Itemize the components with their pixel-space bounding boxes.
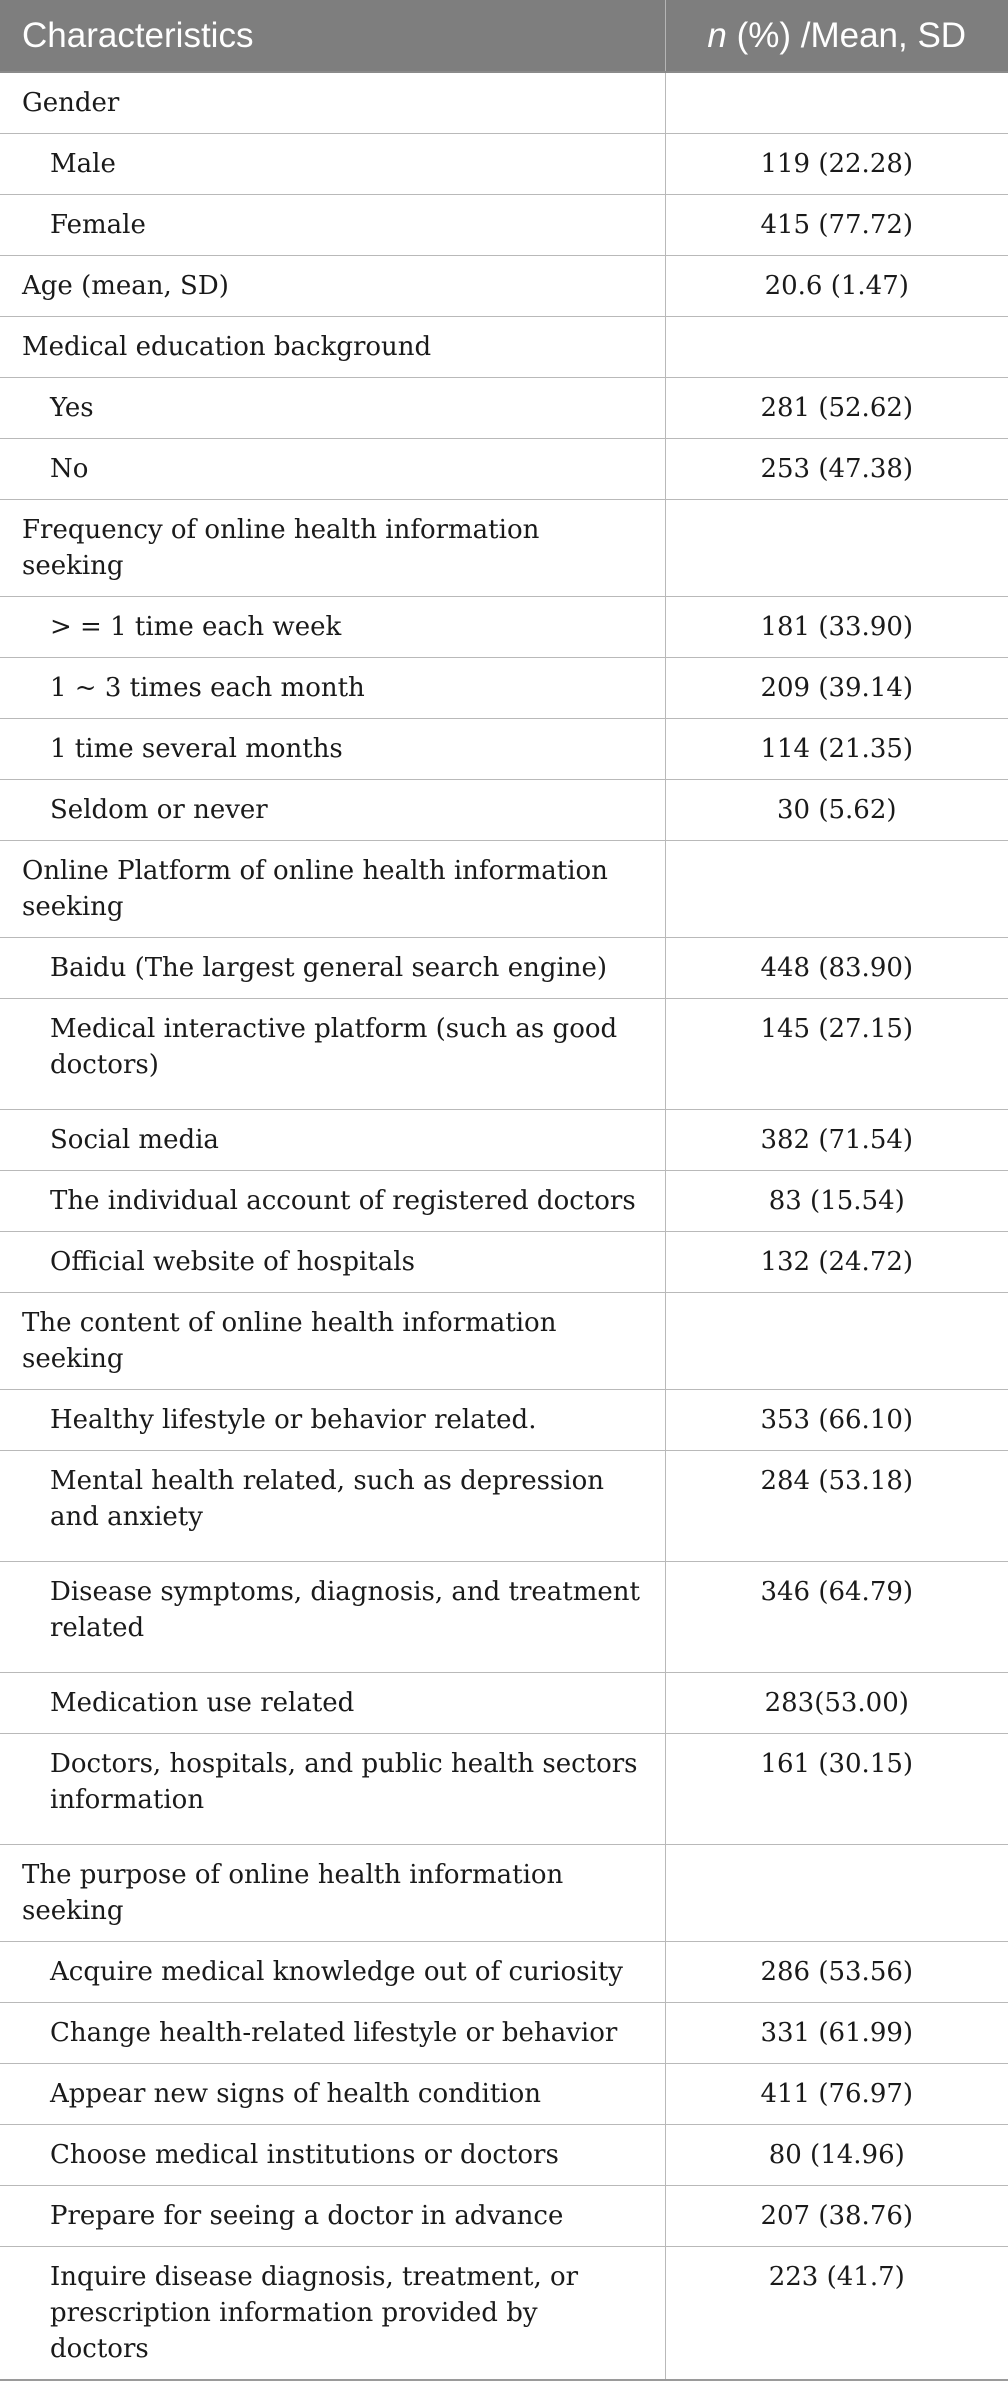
table-row bbox=[0, 2003, 1008, 2064]
category-label: The content of online health information seeking bbox=[0, 1293, 665, 1390]
category-label: Age (mean, SD) bbox=[0, 256, 665, 317]
table-row bbox=[0, 597, 1008, 658]
row-value: 223 (41.7) bbox=[665, 2247, 1008, 2381]
category-row bbox=[0, 72, 1008, 134]
row-label: Male bbox=[0, 134, 665, 195]
table-row bbox=[0, 658, 1008, 719]
table-row bbox=[0, 2064, 1008, 2125]
row-value bbox=[665, 1845, 1008, 1942]
row-value: 181 (33.90) bbox=[665, 597, 1008, 658]
row-value: 286 (53.56) bbox=[665, 1942, 1008, 2003]
row-value: 253 (47.38) bbox=[665, 439, 1008, 500]
row-label: 1 time several months bbox=[0, 719, 665, 780]
table-row bbox=[0, 378, 1008, 439]
row-value: 346 (64.79) bbox=[665, 1562, 1008, 1673]
row-value: 281 (52.62) bbox=[665, 378, 1008, 439]
row-value bbox=[665, 841, 1008, 938]
row-value: 415 (77.72) bbox=[665, 195, 1008, 256]
table-row bbox=[0, 1673, 1008, 1734]
table-row bbox=[0, 1110, 1008, 1171]
row-label: Change health-related lifestyle or behavior bbox=[0, 2003, 665, 2064]
table-row bbox=[0, 1232, 1008, 1293]
row-label: Inquire disease diagnosis, treatment, or prescription information provided by doctors bbox=[0, 2247, 665, 2381]
table-row bbox=[0, 719, 1008, 780]
table-row bbox=[0, 1451, 1008, 1562]
row-label: Medical interactive platform (such as good doctors) bbox=[0, 999, 665, 1110]
row-value: 448 (83.90) bbox=[665, 938, 1008, 999]
row-value: 30 (5.62) bbox=[665, 780, 1008, 841]
row-label: Medication use related bbox=[0, 1673, 665, 1734]
row-label: Mental health related, such as depression and anxiety bbox=[0, 1451, 665, 1562]
header-n-percent bbox=[665, 0, 1008, 72]
row-label: Prepare for seeing a doctor in advance bbox=[0, 2186, 665, 2247]
table-row bbox=[0, 1942, 1008, 2003]
row-value: 284 (53.18) bbox=[665, 1451, 1008, 1562]
category-row bbox=[0, 500, 1008, 597]
table-body bbox=[0, 72, 1008, 2380]
row-value: 207 (38.76) bbox=[665, 2186, 1008, 2247]
row-label: 1 ~ 3 times each month bbox=[0, 658, 665, 719]
category-row bbox=[0, 256, 1008, 317]
row-label: Yes bbox=[0, 378, 665, 439]
category-row bbox=[0, 1293, 1008, 1390]
category-label: Online Platform of online health information seeking bbox=[0, 841, 665, 938]
table-row bbox=[0, 1734, 1008, 1845]
row-value: 331 (61.99) bbox=[665, 2003, 1008, 2064]
category-label: Frequency of online health information seeking bbox=[0, 500, 665, 597]
row-label: Healthy lifestyle or behavior related. bbox=[0, 1390, 665, 1451]
row-value: 382 (71.54) bbox=[665, 1110, 1008, 1171]
category-row bbox=[0, 841, 1008, 938]
table-row bbox=[0, 1171, 1008, 1232]
row-value: 209 (39.14) bbox=[665, 658, 1008, 719]
row-label: > = 1 time each week bbox=[0, 597, 665, 658]
row-value: 20.6 (1.47) bbox=[665, 256, 1008, 317]
table-row bbox=[0, 2125, 1008, 2186]
row-label: The individual account of registered doctors bbox=[0, 1171, 665, 1232]
row-value: 132 (24.72) bbox=[665, 1232, 1008, 1293]
category-row bbox=[0, 317, 1008, 378]
row-label: Female bbox=[0, 195, 665, 256]
row-label: Choose medical institutions or doctors bbox=[0, 2125, 665, 2186]
row-label: Seldom or never bbox=[0, 780, 665, 841]
category-label: Medical education background bbox=[0, 317, 665, 378]
row-label: No bbox=[0, 439, 665, 500]
row-value: 145 (27.15) bbox=[665, 999, 1008, 1110]
table-row bbox=[0, 2247, 1008, 2381]
row-label: Acquire medical knowledge out of curiosity bbox=[0, 1942, 665, 2003]
row-value: 119 (22.28) bbox=[665, 134, 1008, 195]
row-value bbox=[665, 72, 1008, 134]
table-row bbox=[0, 134, 1008, 195]
row-value bbox=[665, 1293, 1008, 1390]
row-label: Disease symptoms, diagnosis, and treatment related bbox=[0, 1562, 665, 1673]
category-label: The purpose of online health information seeking bbox=[0, 1845, 665, 1942]
table-row bbox=[0, 195, 1008, 256]
table-row bbox=[0, 439, 1008, 500]
row-value bbox=[665, 500, 1008, 597]
row-value: 83 (15.54) bbox=[665, 1171, 1008, 1232]
row-value bbox=[665, 317, 1008, 378]
table-row bbox=[0, 2186, 1008, 2247]
row-value: 411 (76.97) bbox=[665, 2064, 1008, 2125]
row-value: 353 (66.10) bbox=[665, 1390, 1008, 1451]
category-row bbox=[0, 1845, 1008, 1942]
row-value: 80 (14.96) bbox=[665, 2125, 1008, 2186]
category-label: Gender bbox=[0, 72, 665, 134]
row-value: 283(53.00) bbox=[665, 1673, 1008, 1734]
header-percent-text: (%) /Mean, SD bbox=[726, 15, 967, 55]
row-value: 114 (21.35) bbox=[665, 719, 1008, 780]
table-row bbox=[0, 1390, 1008, 1451]
row-label: Social media bbox=[0, 1110, 665, 1171]
row-label: Appear new signs of health condition bbox=[0, 2064, 665, 2125]
table-row bbox=[0, 1562, 1008, 1673]
row-label: Baidu (The largest general search engine) bbox=[0, 938, 665, 999]
row-value: 161 (30.15) bbox=[665, 1734, 1008, 1845]
header-n-italic: n bbox=[707, 15, 727, 55]
table-row bbox=[0, 780, 1008, 841]
header-characteristics: Characteristics bbox=[0, 0, 665, 72]
table-row bbox=[0, 938, 1008, 999]
row-label: Doctors, hospitals, and public health sectors information bbox=[0, 1734, 665, 1845]
row-label: Official website of hospitals bbox=[0, 1232, 665, 1293]
table-header-row bbox=[0, 0, 1008, 72]
table-row bbox=[0, 999, 1008, 1110]
